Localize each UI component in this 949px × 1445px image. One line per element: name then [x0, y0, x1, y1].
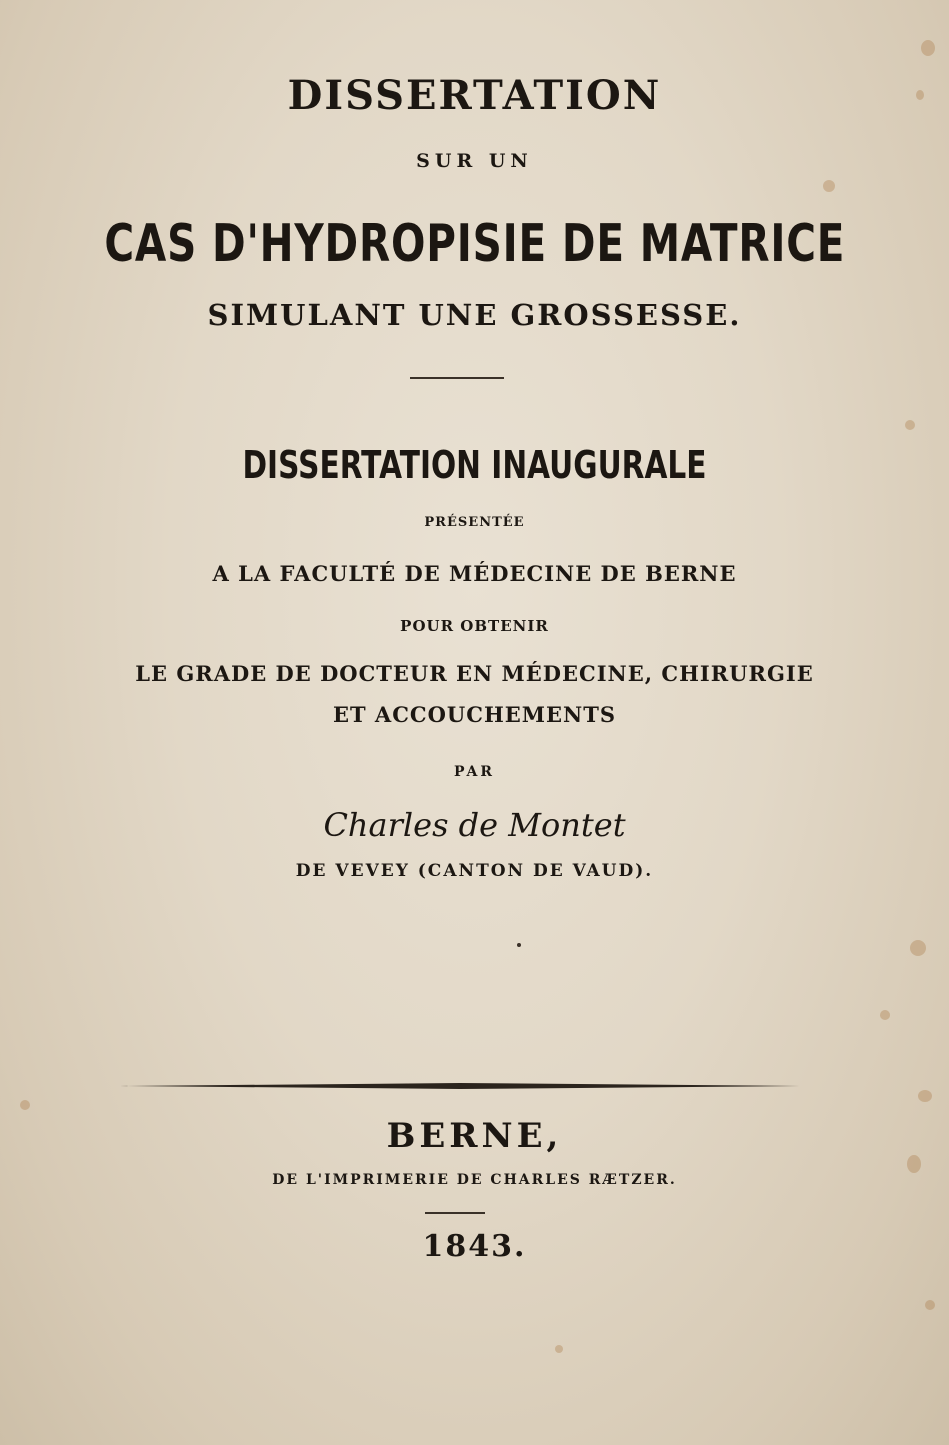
degree-line-1: LE GRADE DE DOCTEUR EN MÉDECINE, CHIRURGIE: [135, 661, 814, 686]
foxing-spot: [907, 1155, 921, 1173]
title: DISSERTATION: [287, 72, 662, 119]
author-name: Charles de Montet: [323, 806, 626, 844]
foxing-spot: [20, 1100, 30, 1110]
subtitle: SIMULANT UNE GROSSESSE.: [207, 298, 742, 332]
foxing-spot: [905, 420, 915, 430]
short-divider: [410, 377, 504, 379]
foxing-spot: [880, 1010, 890, 1020]
degree-line-2: ET ACCOUCHEMENTS: [332, 702, 617, 727]
ornamental-rule: [120, 1083, 800, 1089]
presentee-text: PRÉSENTÉE: [424, 515, 525, 530]
city-text: BERNE,: [386, 1116, 563, 1156]
par-text: PAR: [453, 764, 495, 780]
author-origin: DE VEVEY (CANTON DE VAUD).: [295, 861, 654, 881]
year-divider: [425, 1212, 485, 1214]
subject-heading: CAS D'HYDROPISIE DE MATRICE: [104, 214, 846, 274]
foxing-spot: [555, 1345, 563, 1353]
foxing-spot: [921, 40, 935, 56]
ornament-dot: [517, 943, 521, 947]
pour-obtenir-text: POUR OBTENIR: [400, 617, 549, 635]
foxing-spot: [823, 180, 835, 192]
foxing-spot: [910, 940, 926, 956]
sur-un-text: SUR UN: [416, 150, 533, 172]
foxing-spot: [925, 1300, 935, 1310]
dissertation-type: DISSERTATION INAUGURALE: [242, 443, 707, 487]
year-text: 1843.: [422, 1229, 527, 1264]
faculty-text: A LA FACULTÉ DE MÉDECINE DE BERNE: [212, 561, 737, 586]
printer-text: DE L'IMPRIMERIE DE CHARLES RÆTZER.: [272, 1172, 677, 1188]
foxing-spot: [918, 1090, 932, 1102]
